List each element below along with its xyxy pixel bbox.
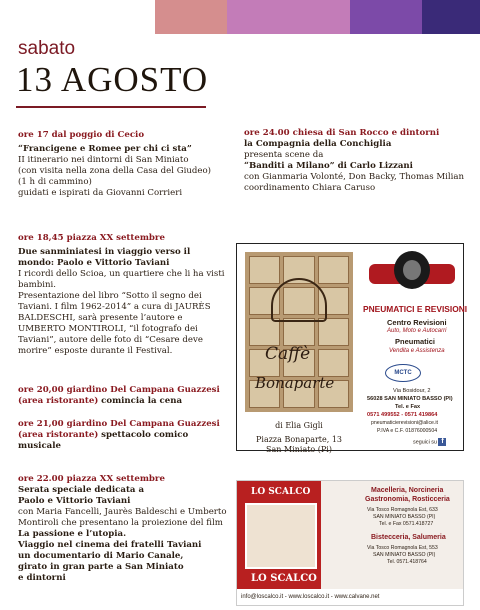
date-heading: 13 AGOSTO (16, 60, 209, 99)
event-time: ore 18,45 piazza XX settembre (18, 233, 165, 243)
scalco-address: SAN MINIATO BASSO (PI) (373, 552, 436, 558)
event-line: (1 h di cammino) (18, 177, 92, 187)
color-band (227, 0, 351, 34)
cafe-word: Caffè (265, 344, 311, 364)
scalco-heading: Bistecceria, Salumeria (371, 534, 446, 541)
pn-address: 0571 499552 - 0571 419864 (367, 412, 438, 418)
event-block (18, 385, 220, 407)
pn-address: pneumaticierevisioni@alice.it (371, 420, 438, 426)
event-line: un documentario di Mario Canale, (18, 551, 184, 561)
pn-line: Vendita e Assistenza (389, 348, 445, 354)
cafe-sign-image (245, 252, 353, 412)
pn-line: Auto, Moto e Autocarri (387, 328, 447, 334)
mctc-badge: MCTC (385, 364, 421, 382)
event-line: UMBERTO MONTIROLI, “il fotografo dei (18, 324, 198, 334)
color-band (422, 0, 480, 34)
event-line: Paolo e Vittorio Taviani (18, 496, 131, 506)
advert-box (236, 243, 468, 454)
event-line: Viaggio nel cinema dei fratelli Taviani (18, 540, 202, 550)
event-line: e dintorni (18, 573, 66, 583)
event-time: ore 24.00 chiesa di San Rocco e dintorni (244, 128, 440, 138)
logo-text: LO SCALCO (251, 487, 311, 497)
pn-address: P.IVA e C.F. 01876000504 (377, 428, 438, 434)
event-line: Taviani”, autore delle foto di “Cesare deve (18, 335, 203, 345)
event-line: I ricordi dello Scioa, un quartiere che li ha visti (18, 269, 225, 279)
event-time: ore 21,00 giardino Del Campana Guazzesi (18, 419, 220, 429)
cafe-caption (241, 421, 357, 455)
event-line: Due sanminiatesi in viaggio verso il (18, 247, 191, 257)
scalco-address: Tel. 0571.418764 (387, 559, 427, 565)
event-block (244, 128, 464, 194)
event-line: coordinamento Chiara Caruso (244, 183, 376, 193)
event-line: Montiroli che presentano la proiezione del film (18, 518, 223, 528)
event-time-area: (area ristorante) (18, 396, 99, 406)
pn-line: Pneumatici (395, 337, 436, 346)
social-label: seguici su (413, 439, 437, 446)
day-heading: sabato (18, 38, 76, 59)
scalco-address: Tel. e Fax 0571.418727 (379, 521, 434, 527)
event-line: comincia la cena (101, 396, 183, 406)
event-line: con Maria Fancelli, Jaurès Baldeschi e Umberto (18, 507, 227, 517)
event-line: musicale (18, 441, 61, 451)
event-line: BALDESCHI, sarà presente l’autore e (18, 313, 183, 323)
top-color-bar (155, 0, 480, 34)
event-line: “Banditi a Milano” di Carlo Lizzani (244, 161, 413, 171)
event-line: II itinerario nei dintorni di San Miniato (18, 155, 189, 165)
caption-line: San Miniato (Pi) (266, 445, 332, 454)
event-time-area: (area ristorante) (18, 430, 99, 440)
event-line: Serata speciale dedicata a (18, 485, 145, 495)
pn-address: 56028 SAN MINIATO BASSO (PI) (367, 396, 453, 402)
event-line: (con visita nella zona della Casa del Giudeo) (18, 166, 211, 176)
event-line: guidati e ispirati da Giovanni Corrieri (18, 188, 183, 198)
event-line: La passione e l’utopia. (18, 529, 127, 539)
event-line: “Francigene e Romee per chi ci sta” (18, 144, 192, 154)
color-band (350, 0, 422, 34)
header-rule (16, 106, 206, 108)
caption-line: di Elia Gigli (275, 421, 323, 430)
event-line: Presentazione del libro “Sotto il segno dei (18, 291, 202, 301)
bonaparte-word: Bonaparte (255, 374, 335, 392)
color-band (155, 0, 227, 34)
event-block (18, 130, 211, 199)
event-line: morire” esposte durante il Festival. (18, 346, 173, 356)
scalco-heading: Macelleria, Norcineria (371, 487, 444, 494)
event-line: mondo: Paolo e Vittorio Taviani (18, 258, 170, 268)
facebook-icon[interactable]: f (438, 438, 446, 446)
scalco-footer-bar (237, 589, 464, 606)
event-line: Taviani. I film 1962-2014” a cura di JAURÈS (18, 302, 211, 312)
scalco-address: Via Tosco Romagnola Est, 633 (367, 507, 438, 513)
pneumatici-title: PNEUMATICI E REVISIONI (363, 304, 468, 314)
scalco-heading: Gastronomia, Rosticceria (365, 496, 450, 503)
chef-illustration (245, 503, 317, 569)
advert-box (236, 480, 464, 606)
event-line: la Compagnia della Conchiglia (244, 139, 392, 149)
scalco-address: SAN MINIATO BASSO (PI) (373, 514, 436, 520)
event-block (18, 419, 220, 452)
event-line: spettacolo comico (101, 430, 189, 440)
caption-line: Piazza Bonaparte, 13 (256, 435, 342, 444)
event-line: bambini. (18, 280, 57, 290)
pn-address: Tel. e Fax (395, 404, 421, 410)
event-line: con Gianmaria Volonté, Don Backy, Thomas Milian (244, 172, 465, 182)
event-time: ore 17 dal poggio di Cecio (18, 130, 145, 140)
event-time: ore 20,00 giardino Del Campana Guazzesi (18, 385, 220, 395)
pn-line: Centro Revisioni (387, 318, 447, 327)
pn-social (413, 438, 446, 446)
event-line: girato in gran parte a San Miniato (18, 562, 184, 572)
event-block (18, 474, 227, 584)
event-block (18, 233, 225, 357)
pn-address: Via Bosidour, 2 (393, 388, 431, 394)
event-time: ore 22.00 piazza XX settembre (18, 474, 165, 484)
scalco-address: Via Tosco Romagnola Est, 553 (367, 545, 438, 551)
logo-text: LO SCALCO (251, 573, 317, 584)
tire-car-icon (367, 250, 457, 292)
event-line: presenta scene da (244, 150, 324, 160)
scalco-footer: info@loscalco.it - www.loscalco.it - www.calvane.net (241, 594, 380, 600)
